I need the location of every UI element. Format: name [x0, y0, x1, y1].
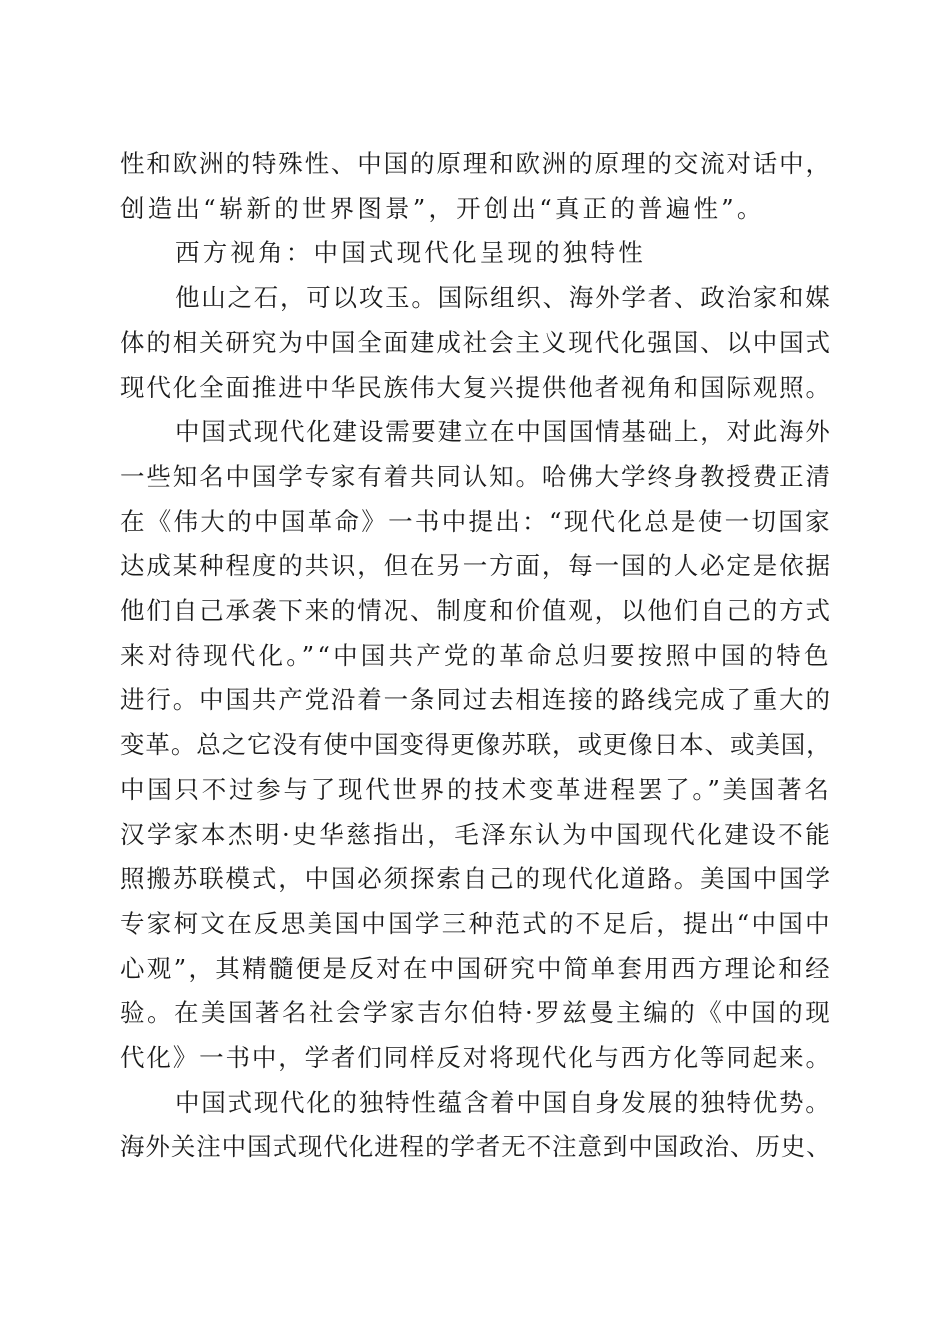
text-line: 海外关注中国式现代化进程的学者无不注意到中国政治、历史、: [120, 1132, 832, 1162]
text-line: 进行。中国共产党沿着一条同过去相连接的路线完成了重大的: [120, 685, 832, 715]
text-line: 验。在美国著名社会学家吉尔伯特·罗兹曼主编的《中国的现: [120, 998, 833, 1028]
text-line: 体的相关研究为中国全面建成社会主义现代化强国、以中国式: [120, 327, 832, 357]
paragraph-1: [120, 276, 832, 410]
text-line: 他们自己承袭下来的情况、制度和价值观，以他们自己的方式: [120, 596, 832, 626]
paragraph-3: [120, 1081, 832, 1170]
text-line: 中国只不过参与了现代世界的技术变革进程罢了。”美国著名: [120, 774, 832, 804]
text-line: 达成某种程度的共识，但在另一方面，每一国的人必定是依据: [120, 551, 832, 581]
document-body: [120, 142, 832, 1170]
text-line: 创造出“崭新的世界图景”，开创出“真正的普遍性”。: [120, 193, 765, 223]
text-line: 他山之石，可以攻玉。国际组织、海外学者、政治家和媒: [175, 283, 832, 313]
text-line: 在《伟大的中国革命》一书中提出：“现代化总是使一切国家: [120, 506, 832, 536]
text-line: 性和欧洲的特殊性、中国的原理和欧洲的原理的交流对话中，: [120, 149, 832, 178]
text-line: 一些知名中国学专家有着共同认知。哈佛大学终身教授费正清: [120, 461, 832, 491]
text-line: 中国式现代化建设需要建立在中国国情基础上，对此海外: [175, 417, 832, 447]
text-line: 现代化全面推进中华民族伟大复兴提供他者视角和国际观照。: [120, 372, 832, 402]
text-line: 照搬苏联模式，中国必须探索自己的现代化道路。美国中国学: [120, 864, 832, 894]
text-line: 专家柯文在反思美国中国学三种范式的不足后，提出“中国中: [120, 908, 832, 938]
text-line: 代化》一书中，学者们同样反对将现代化与西方化等同起来。: [120, 1043, 832, 1073]
text-line: 汉学家本杰明·史华慈指出，毛泽东认为中国现代化建设不能: [120, 819, 833, 849]
paragraph-2: [120, 410, 832, 1081]
text-line: 中国式现代化的独特性蕴含着中国自身发展的独特优势。: [175, 1087, 832, 1117]
paragraph-continuation: [120, 142, 832, 231]
text-line: 变革。总之它没有使中国变得更像苏联，或更像日本、或美国，: [120, 730, 832, 760]
section-subheading: [120, 231, 832, 276]
text-line: 来对待现代化。”“中国共产党的革命总归要按照中国的特色: [120, 640, 832, 670]
text-line: 心观”，其精髓便是反对在中国研究中简单套用西方理论和经: [120, 953, 832, 983]
subheading-text: 西方视角：中国式现代化呈现的独特性: [175, 238, 646, 268]
